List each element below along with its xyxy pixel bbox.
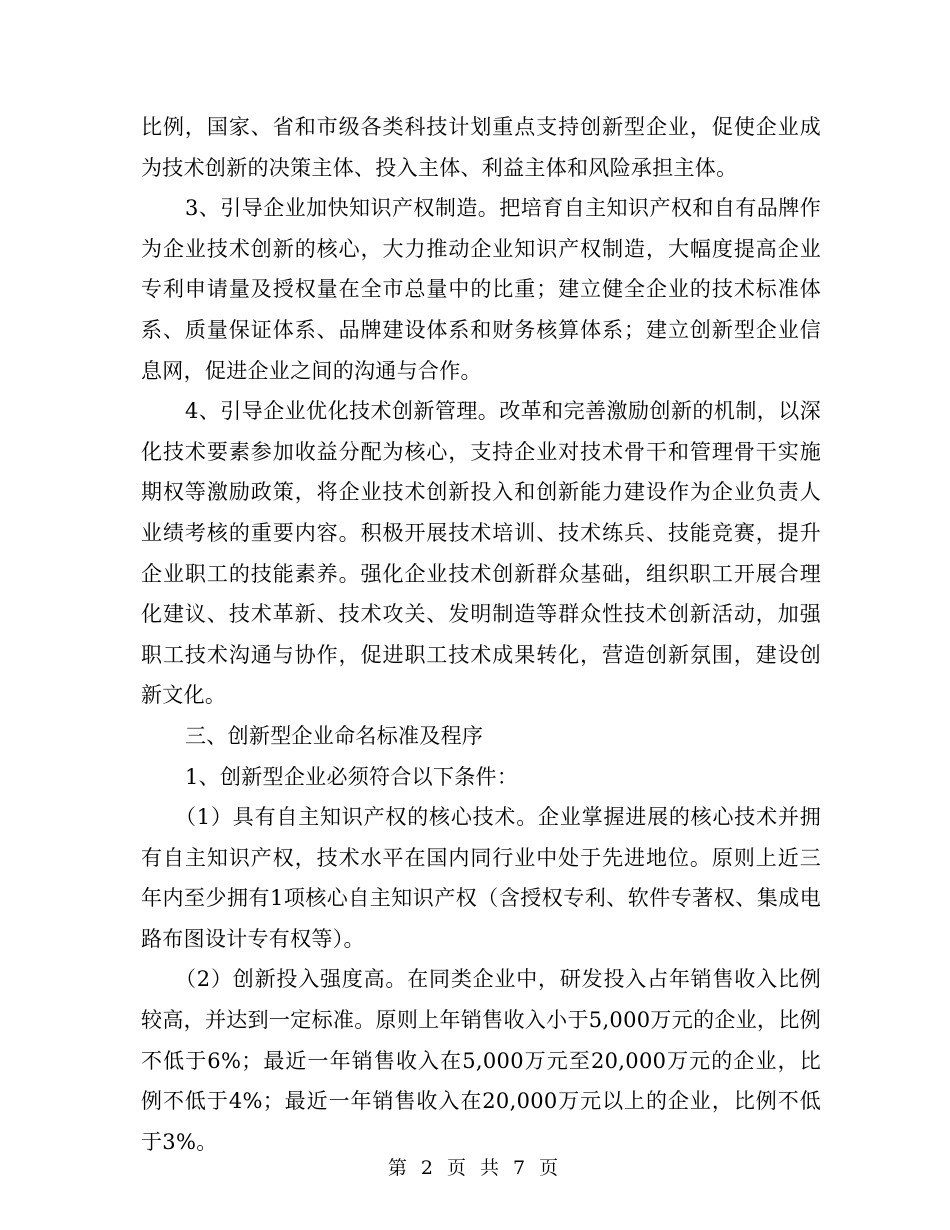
paragraph-condition-2: （2）创新投入强度高。在同类企业中，研发投入占年销售收入比例较高，并达到一定标准。原则上年销售收入小于5,000万元的企业，比例不低于6%；最近一年销售收入在5,000万元至20,000万元的企业，比例不低于4%；最近一年销售收入在20,000万元以上的企业，比例不低于3%。 <box>141 967 821 1154</box>
paragraph-conditions-intro: 1、创新型企业必须符合以下条件： <box>185 764 519 789</box>
paragraph-condition-1: （1）具有自主知识产权的核心技术。企业掌握进展的核心技术并拥有自主知识产权，技术水平在国内同行业中处于先进地位。原则上近三年内至少拥有1项核心自主知识产权（含授权专利、软件专著权、集成电路布图设计专有权等）。 <box>141 805 821 951</box>
document-body <box>141 107 821 1162</box>
paragraph-continuation: 比例，国家、省和市级各类科技计划重点支持创新型企业，促使企业成为技术创新的决策主体、投入主体、利益主体和风险承担主体。 <box>141 115 821 180</box>
section-heading-3: 三、创新型企业命名标准及程序 <box>185 723 484 748</box>
page-number-footer: 第 2 页 共 7 页 <box>387 1157 563 1179</box>
paragraph-item-4: 4、引导企业优化技术创新管理。改革和完善激励创新的机制，以深化技术要素参加收益分配为核心，支持企业对技术骨干和管理骨干实施期权等激励政策，将企业技术创新投入和创新能力建设作为企业负责人业绩考核的重要内容。积极开展技术培训、技术练兵、技能竞赛，提升企业职工的技能素养。强化企业技术创新群众基础，组织职工开展合理化建议、技术革新、技术攻关、发明制造等群众性技术创新活动，加强职工技术沟通与协作，促进职工技术成果转化，营造创新氛围，建设创新文化。 <box>141 399 821 708</box>
paragraph-item-3: 3、引导企业加快知识产权制造。把培育自主知识产权和自有品牌作为企业技术创新的核心，大力推动企业知识产权制造，大幅度提高企业专利申请量及授权量在全市总量中的比重；建立健全企业的技术标准体系、质量保证体系、品牌建设体系和财务核算体系；建立创新型企业信息网，促进企业之间的沟通与合作。 <box>141 196 821 383</box>
